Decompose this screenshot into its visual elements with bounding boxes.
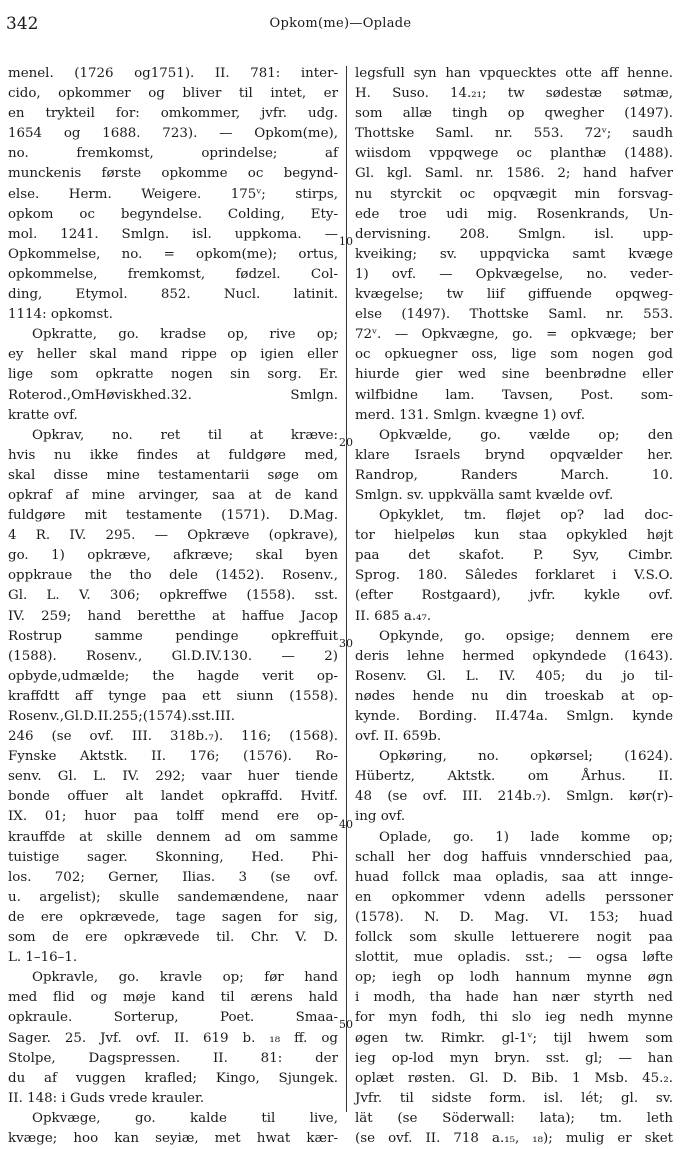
right-column <box>355 64 673 1146</box>
text-line: kraffdtt aff tynge paa ett siunn (1558). <box>8 688 338 704</box>
text-line: wilfbidne lam. Tavsen, Post. som- <box>355 387 673 403</box>
text-line: Opkvælde, go. vælde op; den <box>379 427 673 443</box>
text-line: u. argelist); skulle sandemændene, naar <box>8 889 338 905</box>
text-line: 4 R. IV. 295. — Opkræve (opkrave), <box>8 528 338 544</box>
text-line: med flid og møje kand til ærens hald <box>8 990 338 1006</box>
text-line: Rosenv. Gl. L. IV. 405; du jo til- <box>355 668 673 684</box>
text-line: H. Suso. 14.₂₁; tw sødestæ søtmæ, <box>355 86 673 102</box>
text-line: (1588). Rosenv., Gl.D.IV.130. — 2) <box>8 648 338 664</box>
page-header <box>6 14 675 38</box>
text-line: opkom oc begyndelse. Colding, Ety- <box>8 206 338 222</box>
text-line: oc opkuegner oss, lige som nogen god <box>355 347 673 363</box>
text-line: opkraule. Sorterup, Poet. Smaa- <box>8 1010 338 1026</box>
text-line: opkommelse, fremkomst, fødzel. Col- <box>8 266 338 282</box>
text-line: Sprog. 180. Sâledes forklaret i V.S.O. <box>355 568 673 584</box>
text-line: los. 702; Gerner, Ilias. 3 (se ovf. <box>8 869 338 885</box>
text-line: Opkravle, go. kravle op; før hand <box>32 970 338 986</box>
text-line: tuistige sager. Skonning, Hed. Phi- <box>8 849 338 865</box>
line-number-10: 10 <box>339 235 353 248</box>
text-line: IX. 01; huor paa tolff mend ere op- <box>8 809 338 825</box>
text-line: ing ovf. <box>355 809 406 825</box>
text-line: en opkommer vdenn adells perssoner <box>355 889 673 905</box>
text-line: ovf. II. 659b. <box>355 729 442 745</box>
line-number-40: 40 <box>339 818 353 831</box>
text-line: 1) ovf. — Opkvægelse, no. veder- <box>355 266 673 282</box>
text-line: krauffde at skille dennem ad om samme <box>8 829 338 845</box>
text-line: Stolpe, Dagspressen. II. 81: der <box>8 1050 338 1066</box>
text-line: Thottske Saml. nr. 553. 72ᵛ; saudh <box>355 126 673 142</box>
text-line: nu styrckit oc opqvægit min forsvag- <box>355 186 673 202</box>
text-line: øgen tw. Rimkr. gl-1ᵛ; tijl hwem som <box>355 1030 673 1046</box>
text-line: lät (se Söderwall: lata); tm. leth <box>355 1110 673 1126</box>
text-line: som de ere opkrævede til. Chr. V. D. <box>8 930 338 946</box>
text-line: menel. (1726 og1751). II. 781: inter- <box>8 66 338 81</box>
text-line: op; iegh op lodh hannum mynne øgn <box>355 970 673 986</box>
text-line: oppkraue the tho dele (1452). Rosenv., <box>8 568 338 584</box>
left-column <box>8 64 338 1146</box>
text-line: tor hielpeløs kun staa opkykled højt <box>355 528 673 544</box>
text-line: kynde. Bording. II.474a. Smlgn. kynde <box>355 709 673 724</box>
text-line: Jvfr. til sidste form. isl. lét; gl. sv. <box>355 1090 673 1106</box>
text-line: schall her dog haffuis vnnderschied paa, <box>355 849 673 865</box>
text-line: oplæt røsten. Gl. D. Bib. 1 Msb. 45.₂. <box>355 1070 673 1086</box>
text-line: kveiking; sv. uppqvicka samt kvæge <box>355 246 673 262</box>
text-line: Fynske Aktstk. II. 176; (1576). Ro- <box>8 749 338 765</box>
text-line: Smlgn. sv. uppkvälla samt kvælde ovf. <box>355 487 614 503</box>
text-line: hvis nu ikke findes at fuldgøre med, <box>8 447 338 463</box>
text-line: follck som skulle lettuerere nogit paa <box>355 930 673 946</box>
text-line: dervisning. 208. Smlgn. isl. upp- <box>355 226 673 242</box>
text-line: II. 685 a.₄₇. <box>355 608 432 624</box>
text-line: munckenis første opkomme oc begynd- <box>8 166 338 182</box>
text-line: (efter Rostgaard), jvfr. kykle ovf. <box>355 588 673 604</box>
text-line: else. Herm. Weigere. 175ᵛ; stirps, <box>8 186 338 202</box>
text-line: lige som opkratte nogen sin sorg. Er. <box>8 367 338 383</box>
text-line: ieg op-lod myn bryn. sst. gl; — han <box>355 1050 673 1066</box>
text-line: 72ᵛ. — Opkvægne, go. = opkvæge; ber <box>355 327 673 343</box>
text-line: en trykteil for: omkommer, jvfr. udg. <box>8 106 338 122</box>
text-line: legsfull syn han vpquecktes otte aff henne. <box>355 66 673 81</box>
text-line: (1578). N. D. Mag. VI. 153; huad <box>355 909 673 925</box>
text-line: L. 1–16–1. <box>8 950 78 966</box>
text-line: slottit, mue opladis. sst.; — ogsa løfte <box>355 950 673 966</box>
text-line: Sager. 25. Jvf. ovf. II. 619 b. ₁₈ ff. og <box>8 1030 338 1046</box>
text-line: huad follck maa opladis, saa att innge- <box>355 869 673 885</box>
text-line: Oplade, go. 1) lade komme op; <box>379 829 673 845</box>
text-line: Opkynde, go. opsige; dennem ere <box>379 628 673 644</box>
text-line: ede troe udi mig. Rosenkrands, Un- <box>355 206 673 222</box>
text-line: kvæge; hoo kan seyiæ, met hwat kær- <box>8 1130 338 1146</box>
text-line: de ere opkrævede, tage sagen for sig, <box>8 909 338 925</box>
text-line: Opkyklet, tm. fløjet op? lad doc- <box>379 508 673 524</box>
text-line: hiurde gier wed sine beenbrødne eller <box>355 367 673 383</box>
text-line: II. 148: i Guds vrede krauler. <box>8 1090 205 1106</box>
text-line: Opkratte, go. kradse op, rive op; <box>32 327 338 343</box>
line-number-50: 50 <box>339 1018 353 1031</box>
text-line: 48 (se ovf. III. 214b.₇). Smlgn. kør(r)- <box>355 789 673 805</box>
text-line: opbyde,udmælde; the hagde verit op- <box>8 668 338 684</box>
text-line: kratte ovf. <box>8 407 78 423</box>
text-line: no. fremkomst, oprindelse; af <box>8 146 338 162</box>
text-line: du af vuggen krafled; Kingo, Sjungek. <box>8 1070 338 1086</box>
text-line: wiisdom vppqwege oc planthæ (1488). <box>355 146 673 162</box>
text-line: Opkøring, no. opkørsel; (1624). <box>379 749 673 765</box>
text-line: Opkvæge, go. kalde til live, <box>32 1110 338 1126</box>
text-line: Hübertz, Aktstk. om Århus. II. <box>355 769 673 785</box>
text-line: opkraf af mine arvinger, saa at de kand <box>8 487 338 503</box>
text-line: senv. Gl. L. IV. 292; vaar huer tiende <box>8 769 338 785</box>
text-line: 1114: opkomst. <box>8 307 113 323</box>
text-line: cido, opkommer og bliver til intet, er <box>8 86 338 102</box>
text-line: Opkrav, no. ret til at kræve: <box>32 427 338 443</box>
text-line: som allæ tingh op qwegher (1497). <box>355 106 673 122</box>
text-line: for myn fodh, thi slo ieg nedh mynne <box>355 1010 673 1026</box>
page-number: 342 <box>6 14 39 34</box>
text-line: Randrop, Randers March. 10. <box>355 467 673 483</box>
text-line: (se ovf. II. 718 a.₁₅, ₁₈); mulig er sket <box>355 1130 673 1146</box>
text-line: i modh, tha hade han nær styrth ned <box>355 990 673 1006</box>
line-number-20: 20 <box>339 436 353 449</box>
text-line: Gl. kgl. Saml. nr. 1586. 2; hand hafver <box>355 166 673 182</box>
text-line: ey heller skal mand rippe op igien eller <box>8 347 338 363</box>
text-line: 246 (se ovf. III. 318b.₇). 116; (1568). <box>8 729 338 745</box>
line-number-30: 30 <box>339 637 353 650</box>
column-divider <box>346 66 347 1112</box>
text-line: Opkommelse, no. = opkom(me); ortus, <box>8 246 338 262</box>
text-line: bonde offuer alt landet opkraffd. Hvitf. <box>8 789 338 805</box>
text-line: go. 1) opkræve, afkræve; skal byen <box>8 548 338 564</box>
text-line: 1654 og 1688. 723). — Opkom(me), <box>8 126 338 142</box>
text-line: deris lehne hermed opkyndede (1643). <box>355 648 673 664</box>
text-line: Rosenv.,Gl.D.II.255;(1574).sst.III. <box>8 709 235 724</box>
text-line: Roterod.,OmHøviskhed.32. Smlgn. <box>8 387 338 403</box>
text-line: Rostrup samme pendinge opkreffuit <box>8 628 338 644</box>
text-line: merd. 131. Smlgn. kvægne 1) ovf. <box>355 407 586 423</box>
text-line: IV. 259; hand beretthe at haffue Jacop <box>8 608 338 624</box>
text-line: paa det skafot. P. Syv, Cimbr. <box>355 548 673 564</box>
text-line: fuldgøre mit testamente (1571). D.Mag. <box>8 508 338 524</box>
text-line: mol. 1241. Smlgn. isl. uppkoma. — <box>8 226 338 242</box>
text-line: skal disse mine testamentarii søge om <box>8 467 338 483</box>
text-line: else (1497). Thottske Saml. nr. 553. <box>355 307 673 323</box>
text-line: kvægelse; tw liif giffuende opqweg- <box>355 287 673 303</box>
text-line: Gl. L. V. 306; opkreffwe (1558). sst. <box>8 588 338 604</box>
text-line: ding, Etymol. 852. Nucl. latinit. <box>8 287 338 303</box>
running-title: Opkom(me)—Oplade <box>269 16 412 31</box>
text-line: klare Israels brynd opqvælder her. <box>355 447 673 463</box>
text-line: nødes hende nu din troeskab at op- <box>355 688 673 704</box>
